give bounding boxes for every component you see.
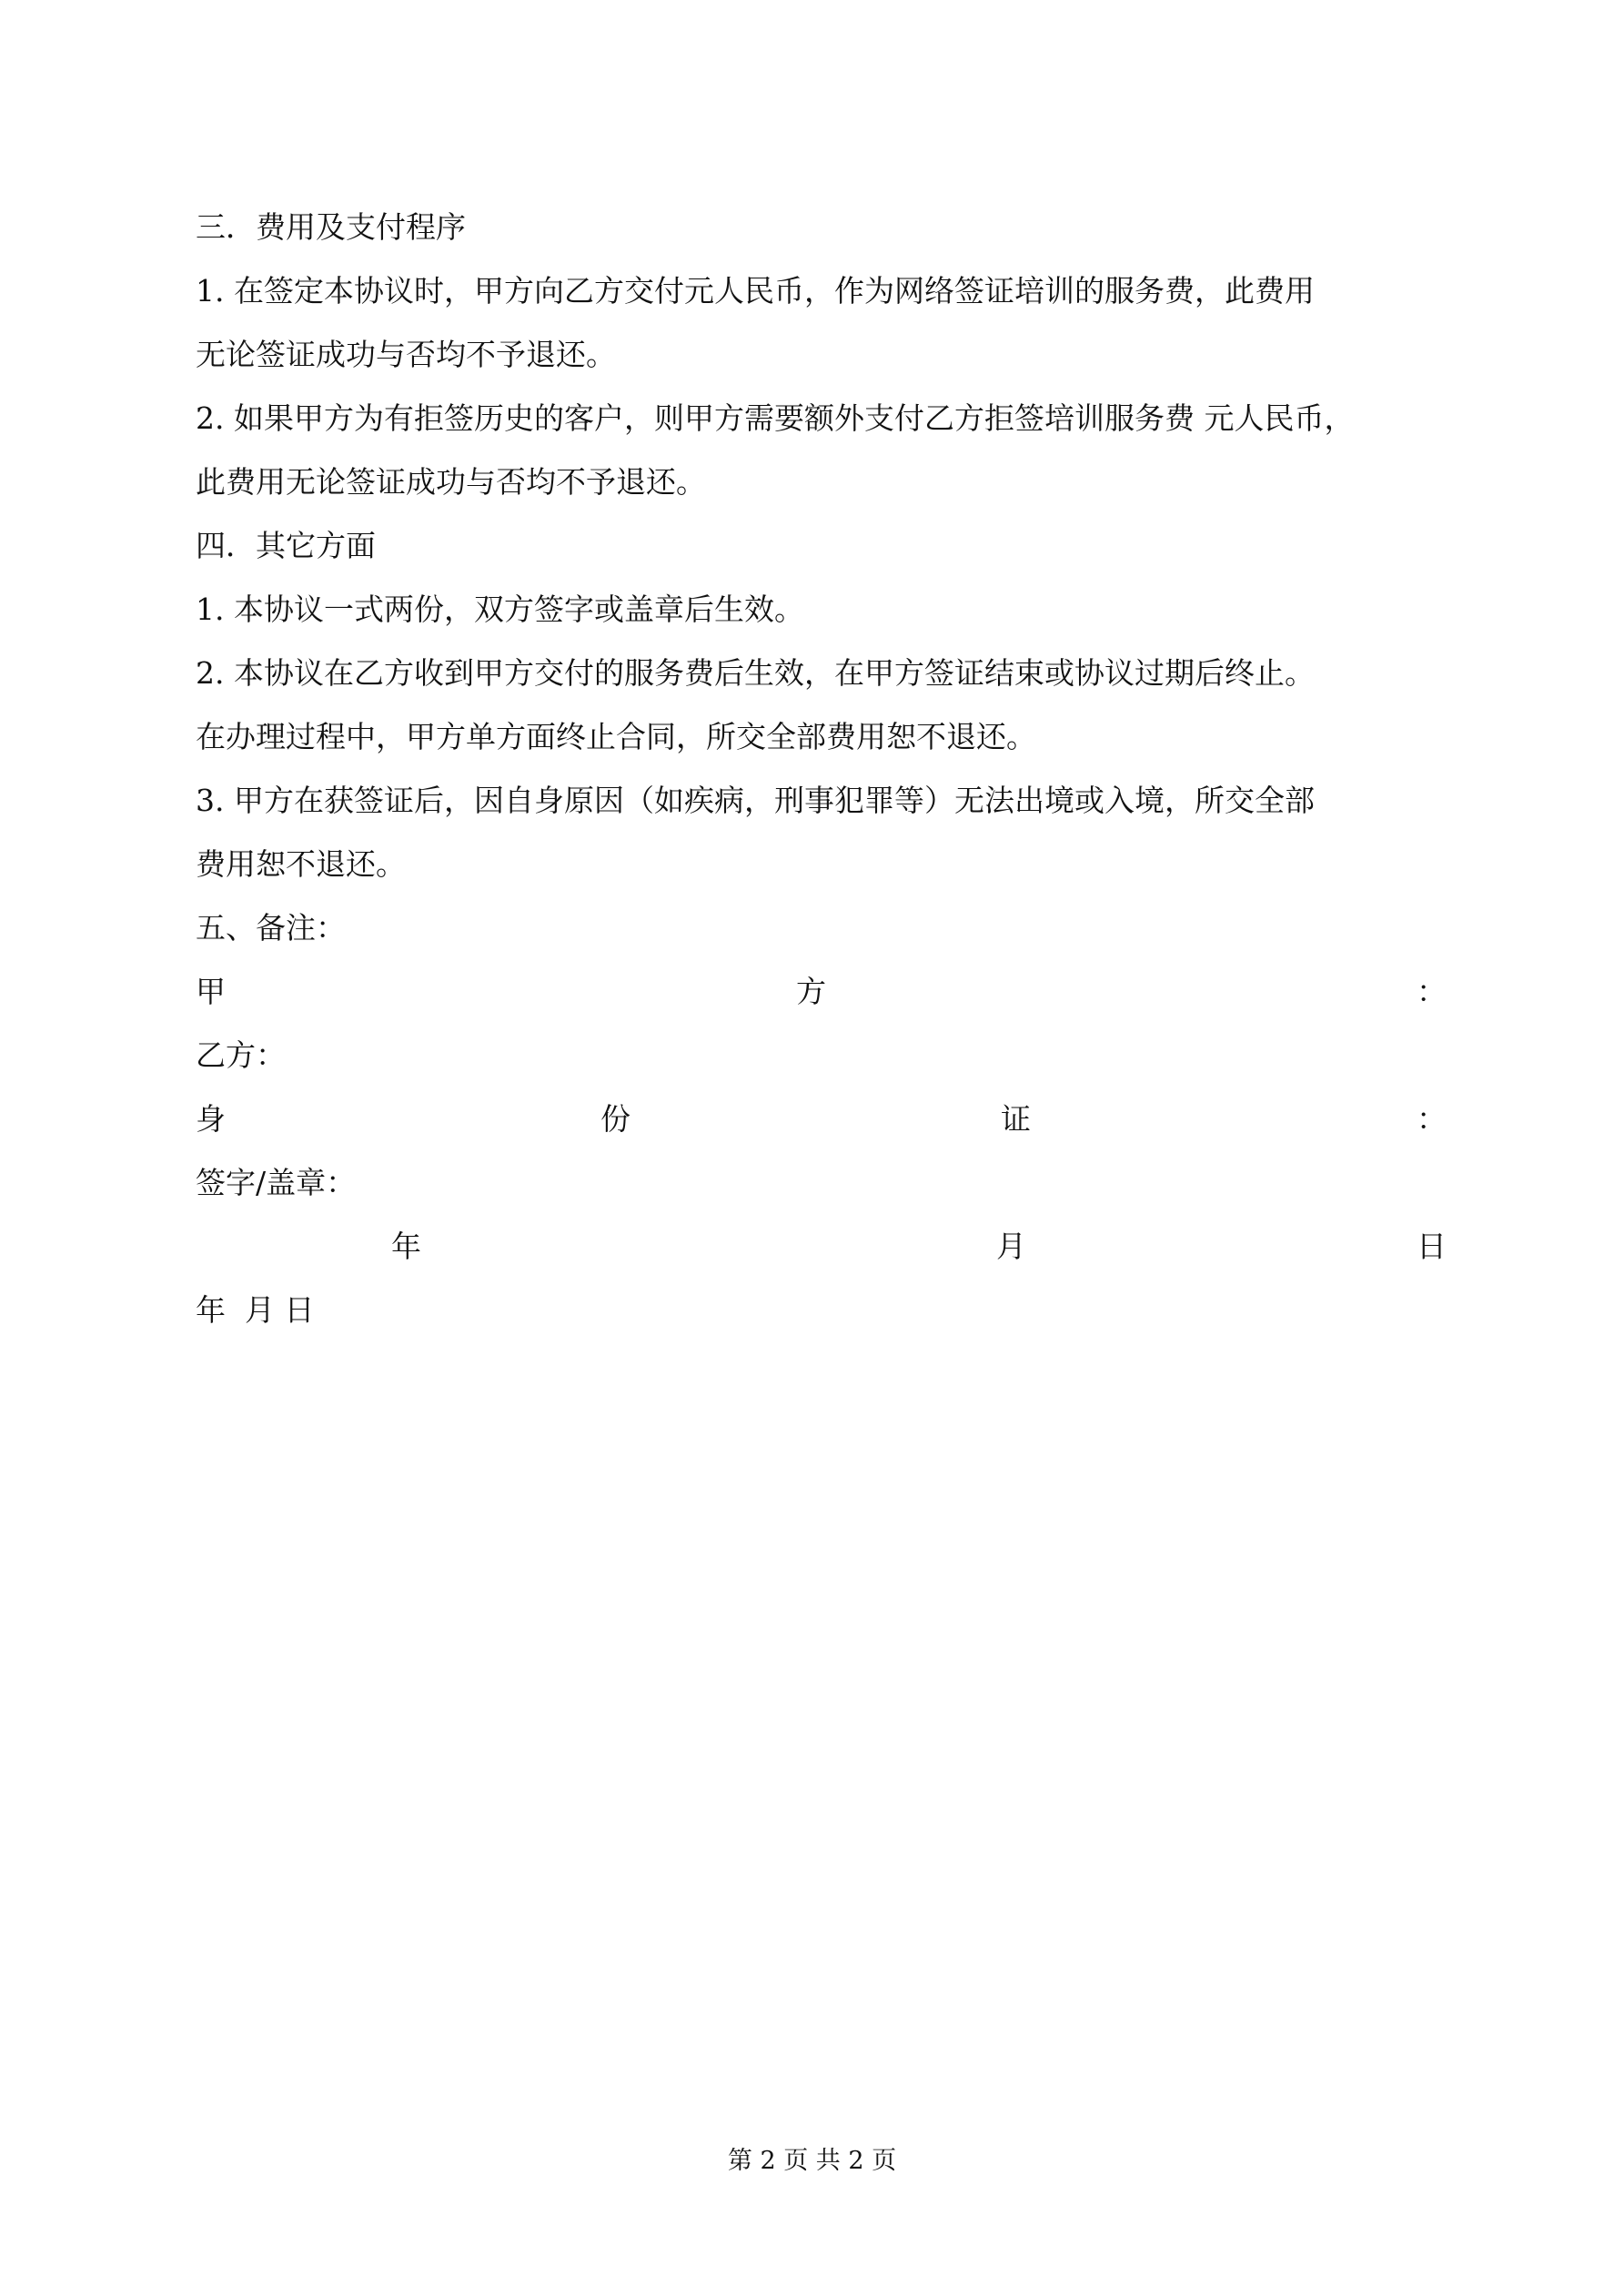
party-b-line: 乙方： bbox=[196, 1037, 286, 1073]
other-item-2-line-2: 在办理过程中，甲方单方面终止合同，所交全部费用恕不退还。 bbox=[196, 719, 1036, 754]
other-item-2-line-1: 2. 本协议在乙方收到甲方交付的服务费后生效，在甲方签证结束或协议过期后终止。 bbox=[196, 655, 1315, 691]
date-spread-line bbox=[196, 1219, 1447, 1274]
other-item-3-line-2: 费用恕不退还。 bbox=[196, 846, 406, 882]
fees-item-2-line-1: 2. 如果甲方为有拒签历史的客户，则甲方需要额外支付乙方拒签培训服务费 元人民币， bbox=[196, 400, 1355, 436]
date-month: 月 bbox=[996, 1229, 1026, 1264]
id-card-colon: ： bbox=[1417, 1101, 1447, 1137]
fees-heading: 三．费用及支付程序 bbox=[196, 209, 466, 245]
party-a-line bbox=[196, 965, 1447, 1019]
id-card-line bbox=[196, 1092, 1447, 1147]
fees-item-1-line-2: 无论签证成功与否均不予退还。 bbox=[196, 337, 616, 372]
id-card-char-3: 证 bbox=[1001, 1101, 1031, 1137]
fees-item-2-line-2: 此费用无论签证成功与否均不予退还。 bbox=[196, 464, 706, 500]
remarks-heading: 五、备注： bbox=[196, 910, 346, 946]
date-year: 年 bbox=[391, 1229, 421, 1264]
party-a-char-2: 方 bbox=[796, 974, 826, 1009]
other-item-3-line-1: 3. 甲方在获签证后，因自身原因（如疾病，刑事犯罪等）无法出境或入境，所交全部 bbox=[196, 783, 1315, 818]
id-card-char-2: 份 bbox=[600, 1101, 630, 1137]
date-compact-line: 年 月 日 bbox=[196, 1292, 315, 1328]
sign-seal-line: 签字/盖章： bbox=[196, 1165, 357, 1200]
date-day: 日 bbox=[1417, 1229, 1447, 1264]
other-heading: 四．其它方面 bbox=[196, 528, 376, 563]
fees-item-1-line-1: 1. 在签定本协议时，甲方向乙方交付元人民币，作为网络签证培训的服务费，此费用 bbox=[196, 273, 1315, 308]
id-card-char-1: 身 bbox=[196, 1101, 226, 1137]
other-item-1: 1. 本协议一式两份，双方签字或盖章后生效。 bbox=[196, 592, 804, 627]
page-footer: 第 2 页 共 2 页 bbox=[727, 2147, 897, 2175]
party-a-colon: ： bbox=[1417, 974, 1447, 1009]
party-a-char-1: 甲 bbox=[196, 974, 226, 1009]
